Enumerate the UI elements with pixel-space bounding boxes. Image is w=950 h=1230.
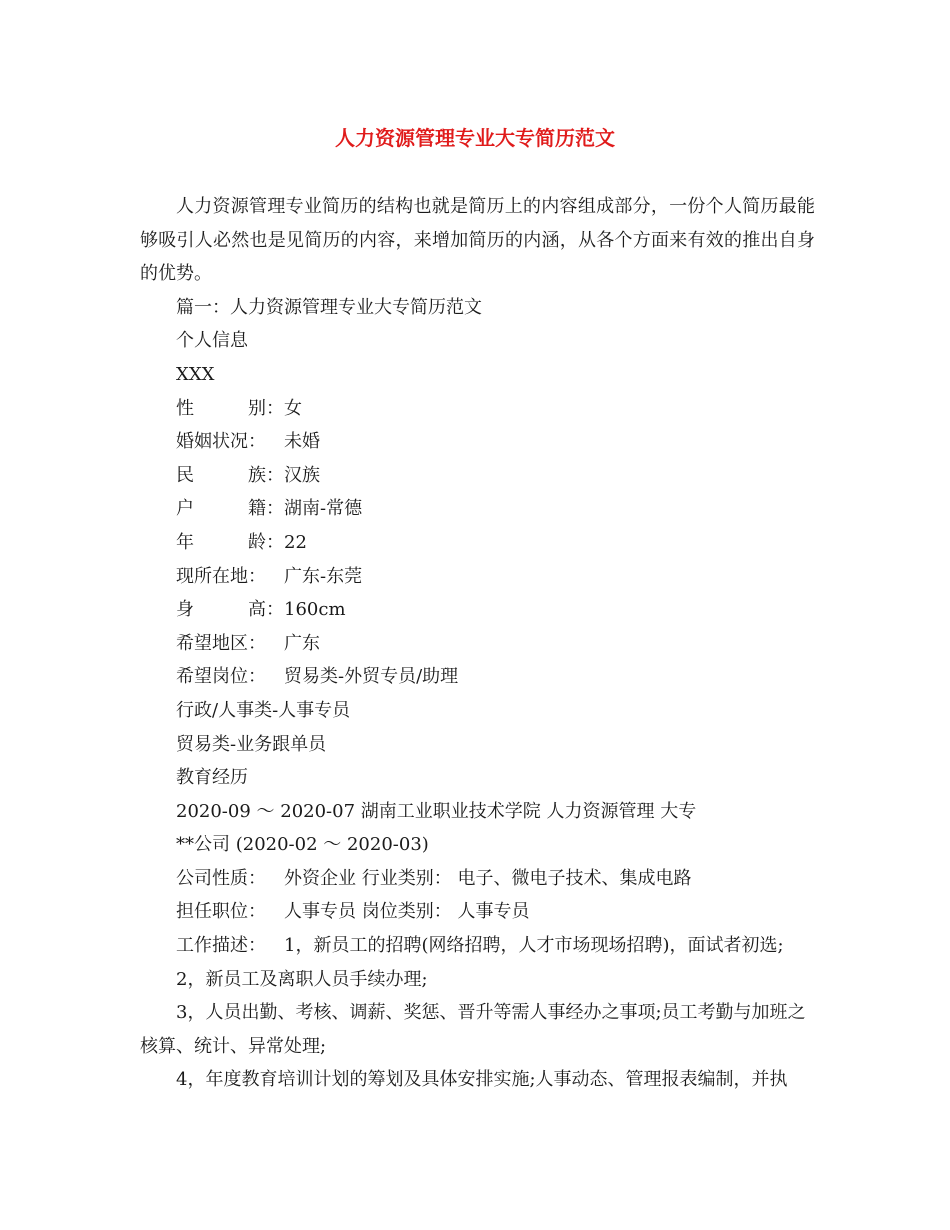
- field-value: 汉族: [284, 464, 320, 486]
- extra-position: 贸易类-业务跟单员: [176, 733, 327, 755]
- label-char: 民: [176, 464, 194, 486]
- field-hukou: [140, 492, 815, 526]
- field-value: 160cm: [284, 599, 346, 621]
- field-label: 希望地区：: [176, 632, 266, 654]
- field-ethnicity: [140, 459, 815, 493]
- field-value: 人事专员 岗位类别： 人事专员: [284, 901, 530, 923]
- field-colon: ：: [266, 599, 284, 621]
- field-job-description: [140, 929, 815, 963]
- field-label: 公司性质：: [176, 867, 266, 889]
- label-char: 高: [248, 599, 266, 621]
- section-heading: 篇一：人力资源管理专业大专简历范文: [176, 296, 482, 318]
- label-char: 别: [248, 397, 266, 419]
- field-colon: ：: [266, 397, 284, 419]
- document-title: 人力资源管理专业大专简历范文: [335, 126, 615, 150]
- company-entry: **公司 (2020-02 ～ 2020-03): [176, 834, 429, 856]
- document-body: [140, 190, 815, 1097]
- field-label: 工作描述：: [176, 935, 266, 957]
- field-value: 未婚: [284, 431, 320, 453]
- field-value: 广东: [284, 632, 320, 654]
- field-height: [140, 593, 815, 627]
- field-value: 贸易类-外贸专员/助理: [284, 666, 459, 688]
- field-desired-position: [140, 660, 815, 694]
- field-value: 广东-东莞: [284, 565, 363, 587]
- label-char: 族: [248, 464, 266, 486]
- field-company-nature: [140, 862, 815, 896]
- duty-item: 3，人员出勤、考核、调薪、奖惩、晋升等需人事经办之事项;员工考勤与加班之核算、统计、异常处理;: [140, 1002, 806, 1057]
- personal-info-heading: 个人信息: [176, 330, 248, 352]
- field-label: [176, 392, 266, 426]
- field-marital-status: [140, 425, 815, 459]
- label-char: 性: [176, 397, 194, 419]
- label-char: 年: [176, 531, 194, 553]
- field-label: 现所在地：: [176, 565, 266, 587]
- field-age: [140, 526, 815, 560]
- field-job-title: [140, 895, 815, 929]
- duty-item: 2，新员工及离职人员手续办理;: [176, 968, 428, 990]
- label-char: 身: [176, 599, 194, 621]
- field-value: 1，新员工的招聘(网络招聘，人才市场现场招聘)，面试者初选;: [284, 935, 784, 957]
- field-colon: ：: [266, 531, 284, 553]
- field-label: [176, 526, 266, 560]
- field-label: [176, 459, 266, 493]
- field-label: [176, 593, 266, 627]
- field-label: 希望岗位：: [176, 666, 266, 688]
- applicant-name: XXX: [176, 363, 215, 385]
- duty-item: 4，年度教育培训计划的筹划及具体安排实施;人事动态、管理报表编制，并执: [176, 1069, 788, 1091]
- field-gender: [140, 392, 815, 426]
- field-colon: ：: [266, 498, 284, 520]
- education-heading: 教育经历: [176, 767, 248, 789]
- field-value: 女: [284, 397, 302, 419]
- field-colon: ：: [266, 464, 284, 486]
- field-label: 担任职位：: [176, 901, 266, 923]
- intro-paragraph: 人力资源管理专业简历的结构也就是简历上的内容组成部分，一份个人简历最能够吸引人必然也是见简历的内容，来增加简历的内涵，从各个方面来有效的推出自身的优势。: [140, 196, 815, 285]
- label-char: 龄: [248, 531, 266, 553]
- education-entry: 2020-09 ～ 2020-07 湖南工业职业技术学院 人力资源管理 大专: [176, 800, 697, 822]
- extra-position: 行政/人事类-人事专员: [176, 699, 351, 721]
- field-label: [176, 492, 266, 526]
- field-value: 湖南-常德: [284, 498, 363, 520]
- label-char: 籍: [248, 498, 266, 520]
- field-current-location: [140, 560, 815, 594]
- field-label: 婚姻状况：: [176, 431, 266, 453]
- field-value: 外资企业 行业类别： 电子、微电子技术、集成电路: [284, 867, 692, 889]
- label-char: 户: [176, 498, 194, 520]
- field-value: 22: [284, 531, 307, 553]
- field-desired-region: [140, 627, 815, 661]
